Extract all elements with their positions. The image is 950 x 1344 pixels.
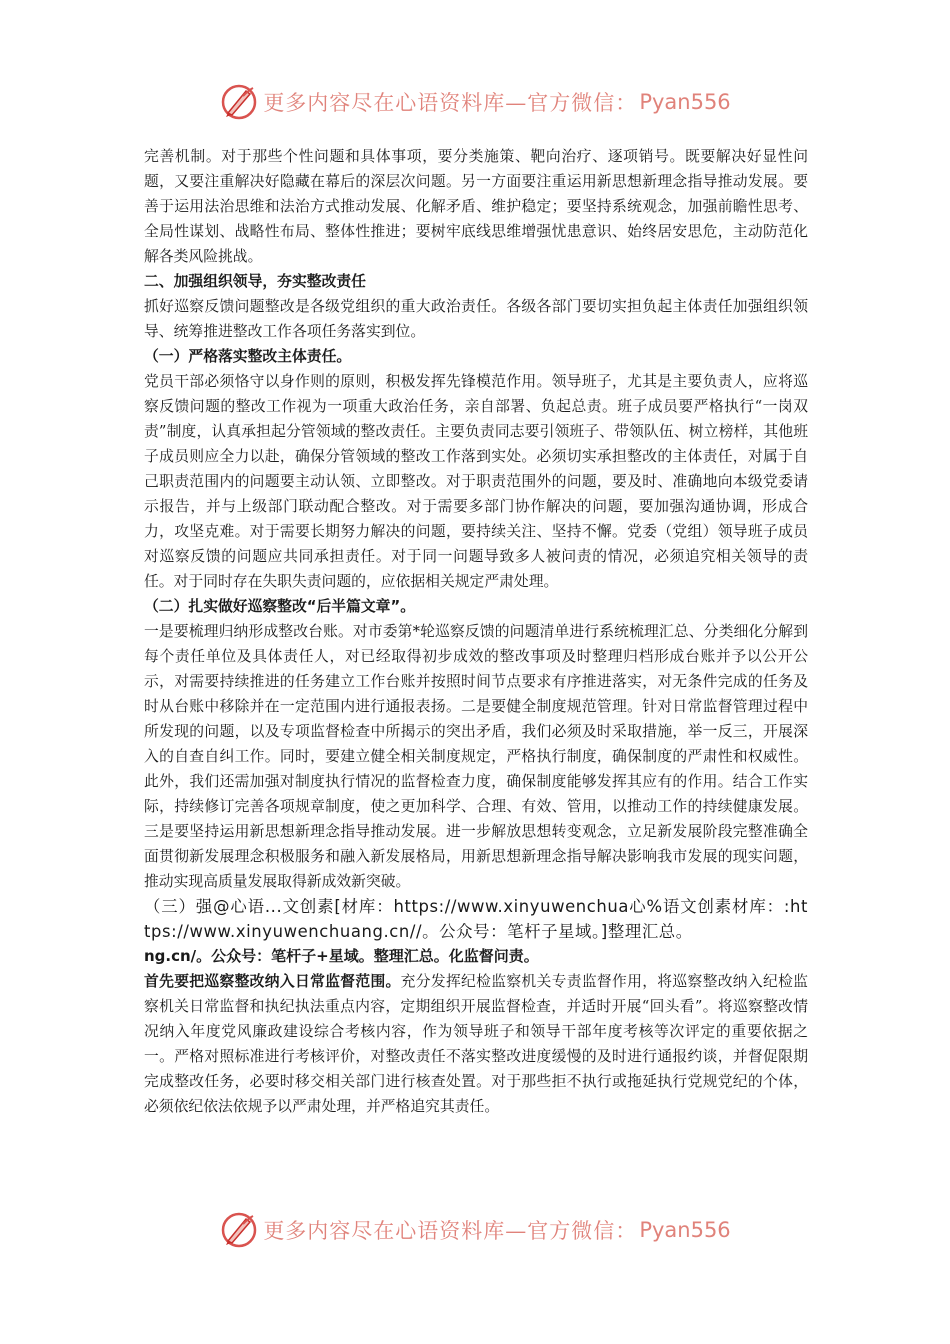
subsection-heading: （一）严格落实整改主体责任。 xyxy=(144,348,352,365)
paragraph xyxy=(144,969,808,1119)
header-watermark-banner xyxy=(0,80,950,124)
banner-wechat-id: Pyan556 xyxy=(639,1218,731,1242)
banner-text: 更多内容尽在心语资料库—官方微信： xyxy=(263,1219,638,1243)
watermark-text-line: ng.cn/。公众号：笔杆子+星域。整理汇总。化监督问责。 xyxy=(144,947,539,965)
subsection-heading: （二）扎实做好巡察整改“后半篇文章”。 xyxy=(144,598,415,615)
paragraph: 一是要梳理归纳形成整改台账。对市委第*轮巡察反馈的问题清单进行系统梳理汇总、分类细化分解到每个责任单位及具体责任人，对已经取得初步成效的整改事项及时整理归档形成台账并予以公开公示，对需要持续推进的任务建立工作台账并按照时间节点要求有序推进落实，对无条件完成的任务及时从台账中移除并在一定范围内进行通报表扬。二是要健全制度规范管理。针对日常监督管理过程中所发现的问题，以及专项监督检查中所揭示的突出矛盾，我们必须及时采取措施，举一反三，开展深入的自查自纠工作。同时，要建立健全相关制度规定，严格执行制度，确保制度的严肃性和权威性。此外，我们还需加强对制度执行情况的监督检查力度，确保制度能够发挥其应有的作用。结合工作实际，持续修订完善各项规章制度，使之更加科学、合理、有效、管用，以推动工作的持续健康发展。三是要坚持运用新思想新理念指导推动发展。进一步解放思想转变观念，立足新发展阶段完整准确全面贯彻新发展理念积极服务和融入新发展格局，用新思想新理念指导解决影响我市发展的现实问题，推动实现高质量发展取得新成效新突破。 xyxy=(144,623,808,890)
banner-wechat-id: Pyan556 xyxy=(639,90,731,114)
paragraph: 党员干部必须恪守以身作则的原则，积极发挥先锋模范作用。领导班子，尤其是主要负责人，应将巡察反馈问题的整改工作视为一项重大政治任务，亲自部署、负起总责。班子成员要严格执行“一岗双责”制度，认真承担起分管领域的整改责任。主要负责同志要引领班子、带领队伍、树立榜样，其他班子成员则应全力以赴，确保分管领域的整改工作落到实处。必须切实承担整改的主体责任，对属于自己职责范围内的问题要主动认领、立即整改。对于职责范围外的问题，要及时、准确地向本级党委请示报告，并与上级部门联动配合整改。对于需要多部门协作解决的问题，要加强沟通协调，形成合力，攻坚克难。对于需要长期努力解决的问题，要持续关注、坚持不懈。党委（党组）领导班子成员对巡察反馈的问题应共同承担责任。对于同一问题导致多人被问责的情况，必须追究相关领导的责任。对于同时存在失职失责问题的，应依据相关规定严肃处理。 xyxy=(144,373,808,590)
pen-logo-icon xyxy=(219,1210,259,1250)
paragraph: 抓好巡察反馈问题整改是各级党组织的重大政治责任。各级各部门要切实担负起主体责任加强组织领导、统筹推进整改工作各项任务落实到位。 xyxy=(144,298,808,340)
paragraph: 完善机制。对于那些个性问题和具体事项，要分类施策、靶向治疗、逐项销号。既要解决好显性问题，又要注重解决好隐藏在幕后的深层次问题。另一方面要注重运用新思想新理念指导推动发展。要善于运用法治思维和法治方式推动发展、化解矛盾、维护稳定；要坚持系统观念，加强前瞻性思考、全局性谋划、战略性布局、整体性推进；要树牢底线思维增强忧患意识、始终居安思危，主动防范化解各类风险挑战。 xyxy=(144,148,808,265)
footer-watermark-banner xyxy=(0,1208,950,1252)
pen-logo-icon xyxy=(219,82,259,122)
section-heading: 二、加强组织领导，夯实整改责任 xyxy=(144,273,366,290)
watermark-text-line: （三）强@心语...文创素[材库：https://www.xinyuwenchua心%语文创素材库：:https://www.xinyuwenchuang.cn//。公众号：笔杆子星域。]整理汇总。 xyxy=(144,897,808,941)
banner-text: 更多内容尽在心语资料库—官方微信： xyxy=(263,91,638,115)
document-body xyxy=(144,144,808,1119)
paragraph-lead: 首先要把巡察整改纳入日常监督范围。 xyxy=(144,973,401,990)
paragraph-text: 充分发挥纪检监察机关专责监督作用，将巡察整改纳入纪检监察机关日常监督和执纪执法重点内容，定期组织开展监督检查，并适时开展“回头看”。将巡察整改情况纳入年度党风廉政建设综合考核内容，作为领导班子和领导干部年度考核等次评定的重要依据之一。严格对照标准进行考核评价，对整改责任不落实整改进度缓慢的及时进行通报约谈，并督促限期完成整改任务，必要时移交相关部门进行核查处置。对于那些拒不执行或拖延执行党规党纪的个体，必须依纪依法依规予以严肃处理，并严格追究其责任。 xyxy=(144,973,808,1115)
